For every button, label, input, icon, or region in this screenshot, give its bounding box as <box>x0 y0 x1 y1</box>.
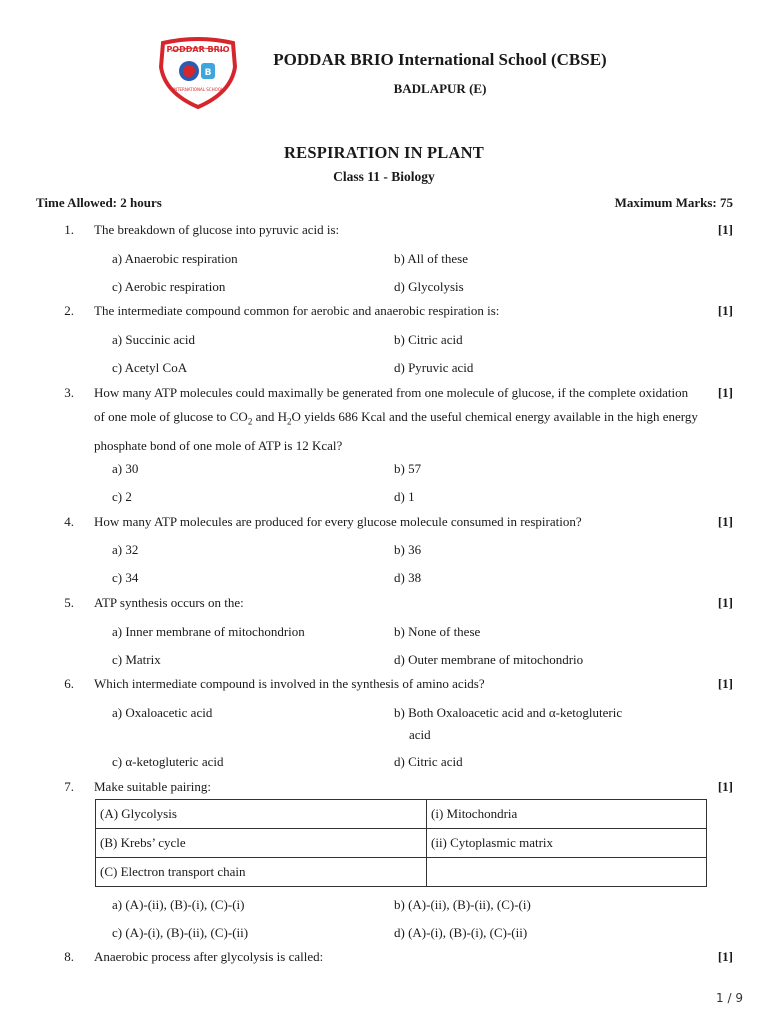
table-cell: (C) Electron transport chain <box>96 858 427 887</box>
question-number: 3. <box>64 385 74 400</box>
option-a: a) Oxaloacetic acid <box>112 705 213 720</box>
table-cell: (ii) Cytoplasmic matrix <box>427 829 707 858</box>
question-text: Anaerobic process after glycolysis is called: <box>94 949 324 964</box>
option-d: d) Outer membrane of mitochondrio <box>394 652 584 667</box>
page-number: 1 / 9 <box>716 991 743 1005</box>
option-c: c) (A)-(i), (B)-(ii), (C)-(ii) <box>112 925 249 940</box>
option-d: d) Glycolysis <box>394 279 464 294</box>
option-b: b) (A)-(ii), (B)-(ii), (C)-(i) <box>394 897 531 912</box>
question-mark: [1] <box>717 222 733 237</box>
table-cell: (i) Mitochondria <box>427 800 707 829</box>
question-text: ATP synthesis occurs on the: <box>94 595 244 610</box>
question-text: The breakdown of glucose into pyruvic acid is: <box>94 222 340 237</box>
option-a: a) (A)-(ii), (B)-(i), (C)-(i) <box>112 897 245 912</box>
question-mark: [1] <box>717 514 733 529</box>
option-a: a) Inner membrane of mitochondrion <box>112 624 305 639</box>
option-b: b) All of these <box>394 251 469 266</box>
table-row <box>96 800 707 829</box>
svg-text:B: B <box>204 68 212 78</box>
option-d: d) (A)-(i), (B)-(i), (C)-(ii) <box>394 925 528 940</box>
table-cell: (B) Krebs’ cycle <box>96 829 427 858</box>
table-row <box>96 829 707 858</box>
option-d: d) 1 <box>394 489 415 504</box>
question-text: How many ATP molecules are produced for every glucose molecule consumed in respiration? <box>94 514 582 529</box>
option-b: b) 57 <box>394 461 422 476</box>
maximum-marks: Maximum Marks: 75 <box>614 195 733 210</box>
table-cell: (A) Glycolysis <box>96 800 427 829</box>
question-text: How many ATP molecules could maximally be generated from one molecule of glucose, if the complete oxidation of one mole of glucose to $CO_2$ and $H_2O$ yields 686 Kcal and the useful chemical energy available in the high energy phosphate bond of one mole of ATP is 12 Kcal? <box>94 385 698 453</box>
question-number: 1. <box>64 222 74 237</box>
school-logo <box>157 37 239 109</box>
question-text: Which intermediate compound is involved in the synthesis of amino acids? <box>94 676 485 691</box>
paper-subtitle: Class 11 - Biology <box>333 169 435 184</box>
question-mark: [1] <box>717 303 733 318</box>
question-number: 7. <box>64 779 74 794</box>
option-b: b) 36 <box>394 542 422 557</box>
option-a: a) Anaerobic respiration <box>112 251 238 266</box>
option-b: b) Citric acid <box>394 332 463 347</box>
option-c: c) α-ketogluteric acid <box>112 754 224 769</box>
option-a: a) 30 <box>112 461 139 476</box>
option-d: d) Pyruvic acid <box>394 360 474 375</box>
question-number: 4. <box>64 514 74 529</box>
option-c: c) Matrix <box>112 652 161 667</box>
school-location: BADLAPUR (E) <box>393 81 487 96</box>
question-number: 6. <box>64 676 74 691</box>
option-b: b) Both Oxaloacetic acid and α-ketogluteric acid <box>394 705 623 742</box>
question-mark: [1] <box>717 676 733 691</box>
option-d: d) 38 <box>394 570 422 585</box>
logo-subtext: INTERNATIONAL SCHOOL <box>172 87 224 92</box>
option-d: d) Citric acid <box>394 754 463 769</box>
option-c: c) 2 <box>112 489 132 504</box>
pairing-table <box>95 799 707 887</box>
question-text: The intermediate compound common for aerobic and anaerobic respiration is: <box>94 303 500 318</box>
option-c: c) Aerobic respiration <box>112 279 226 294</box>
question-number: 8. <box>64 949 74 964</box>
option-a: a) 32 <box>112 542 139 557</box>
option-c: c) Acetyl CoA <box>112 360 188 375</box>
table-row <box>96 858 707 887</box>
question-number: 2. <box>64 303 74 318</box>
question-mark: [1] <box>717 595 733 610</box>
question-mark: [1] <box>717 385 733 400</box>
question-mark: [1] <box>717 779 733 794</box>
question-text: Make suitable pairing: <box>94 779 211 794</box>
question-mark: [1] <box>717 949 733 964</box>
option-a: a) Succinic acid <box>112 332 196 347</box>
table-cell <box>427 858 707 887</box>
option-c: c) 34 <box>112 570 139 585</box>
paper-title: RESPIRATION IN PLANT <box>284 143 484 162</box>
school-name: PODDAR BRIO International School (CBSE) <box>273 50 607 69</box>
time-allowed: Time Allowed: 2 hours <box>36 195 162 210</box>
option-b: b) None of these <box>394 624 481 639</box>
logo-text: PODDAR BRIO <box>166 45 230 54</box>
question-number: 5. <box>64 595 74 610</box>
